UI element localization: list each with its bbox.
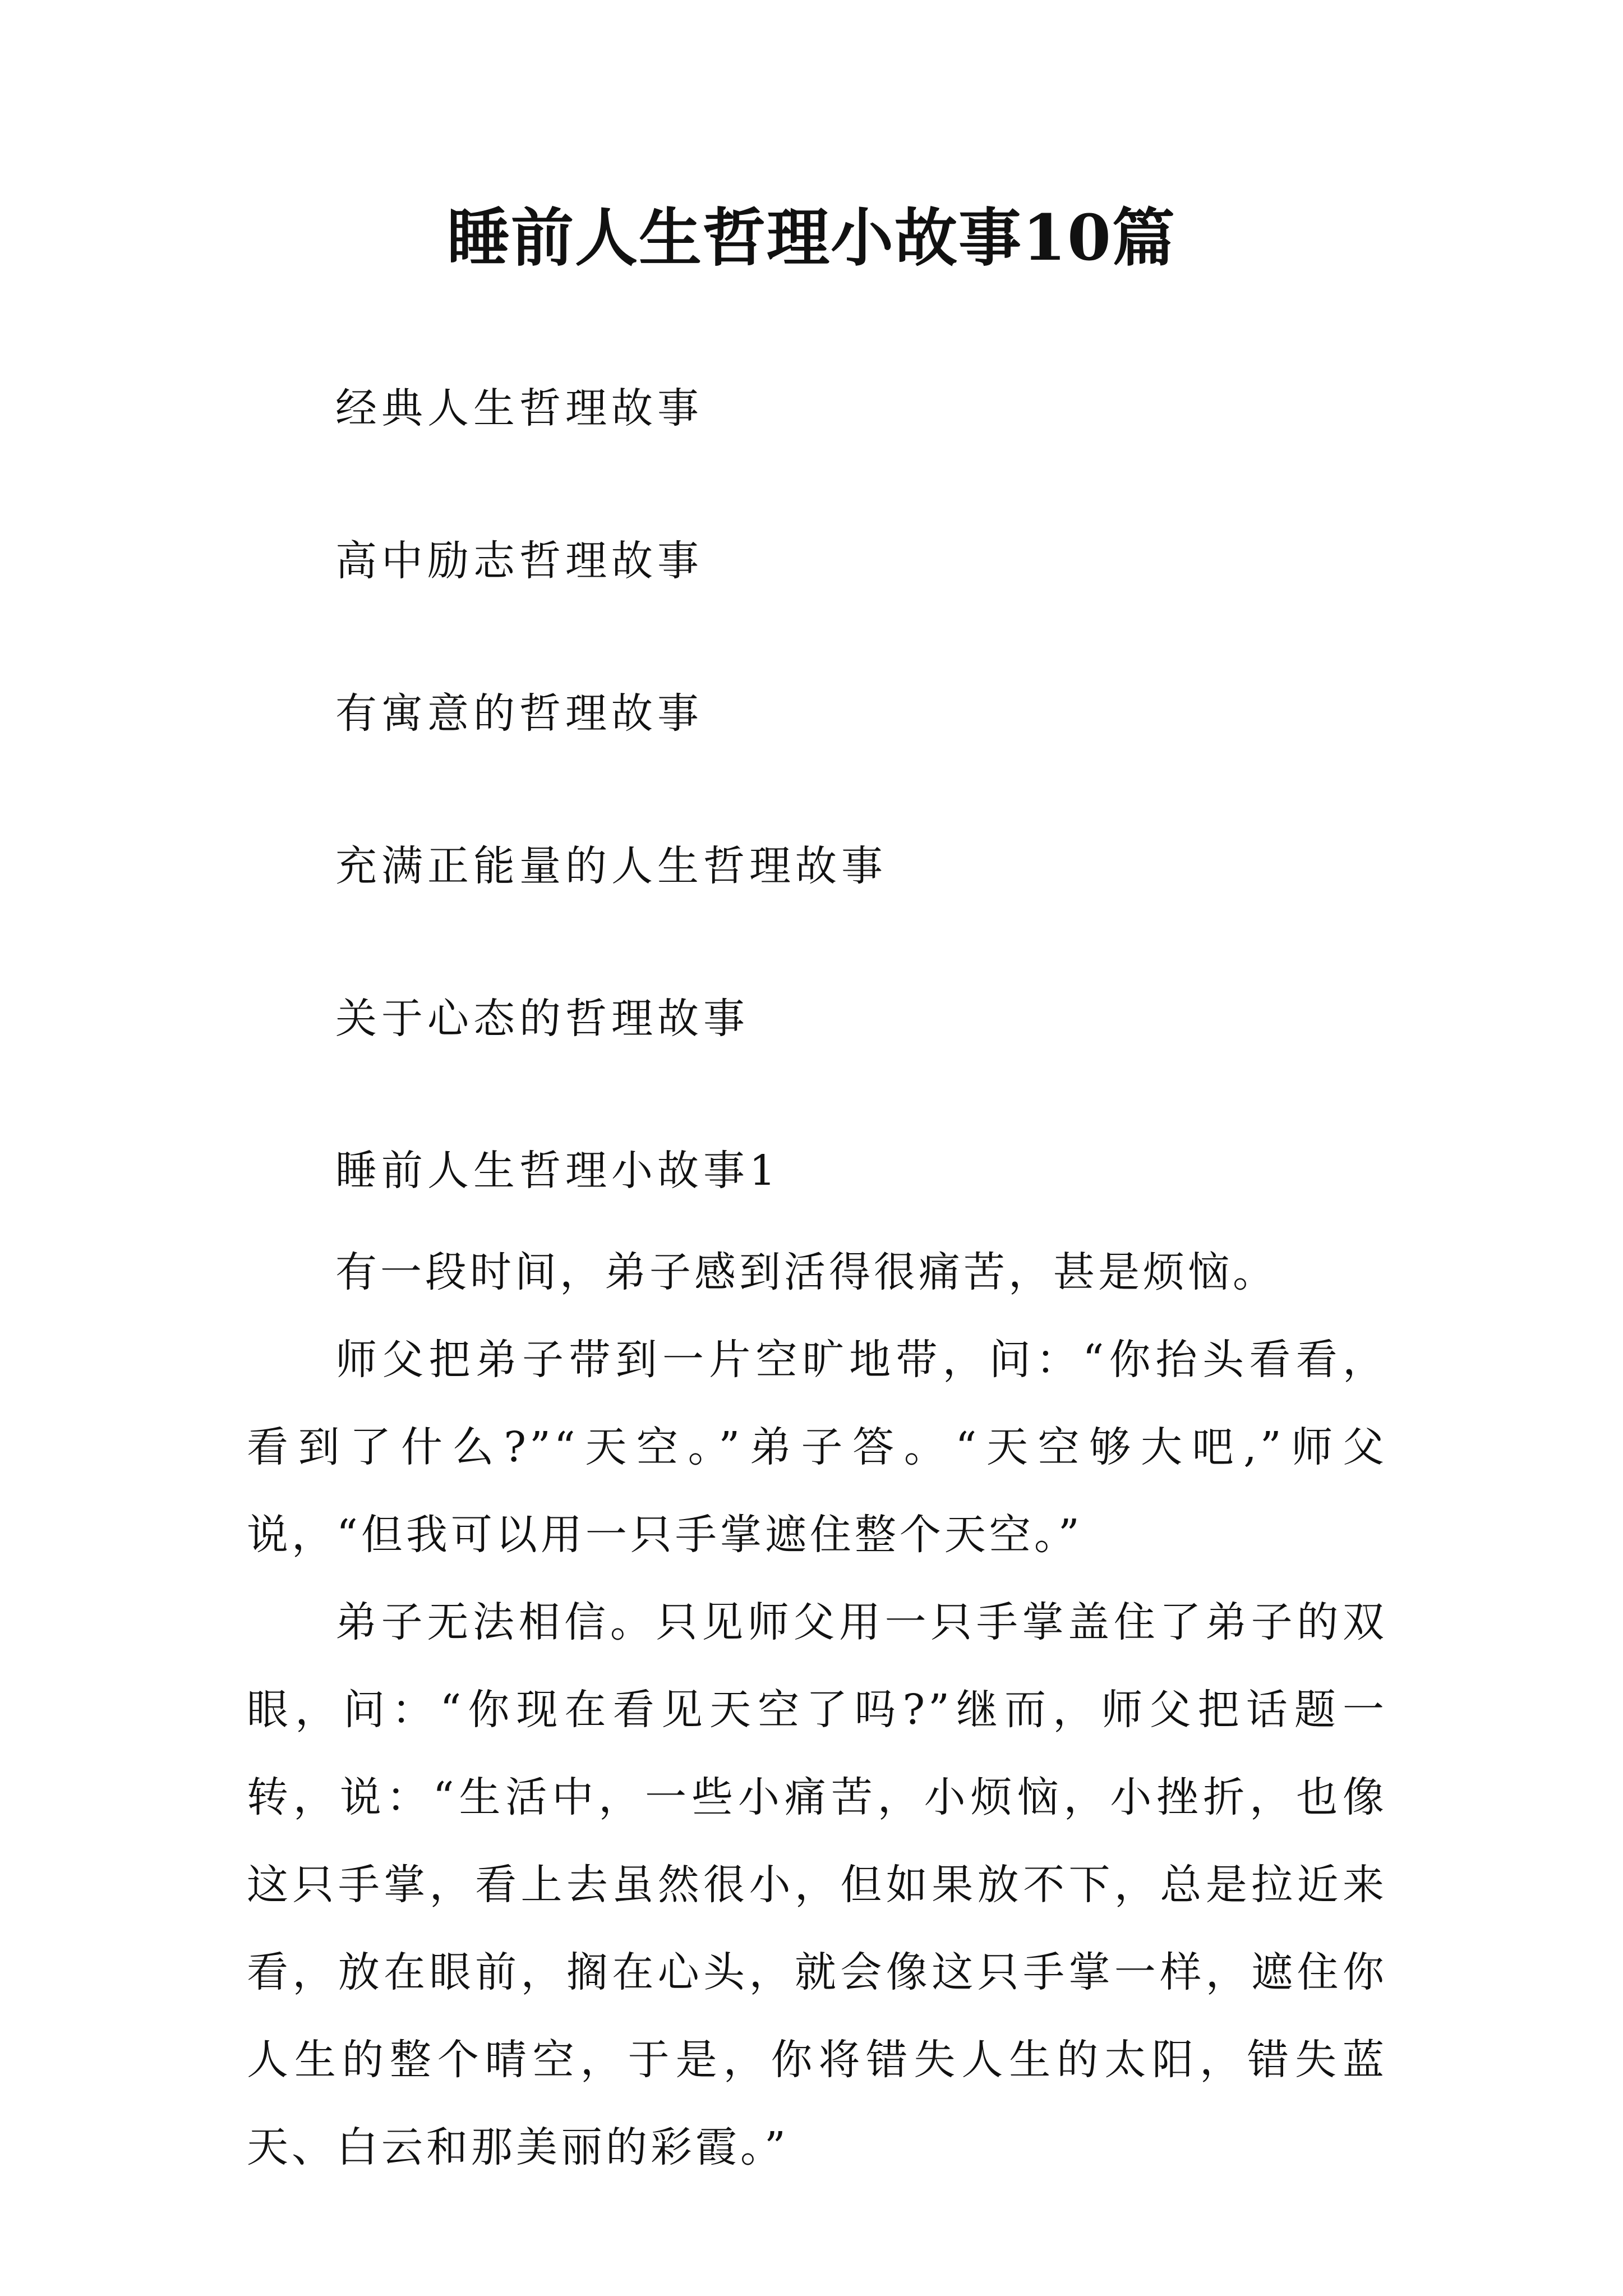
story-body xyxy=(247,1228,1387,2191)
toc-item: 经典人生哲理故事 xyxy=(335,384,703,432)
toc-item: 关于心态的哲理故事 xyxy=(335,995,749,1043)
story-paragraph: 弟子无法相信。只见师父用一只手掌盖住了弟子的双眼，问：“你现在看见天空了吗?”继而，师父把话题一转，说：“生活中，一些小痛苦，小烦恼，小挫折，也像这只手掌，看上去虽然很小，但如果放不下，总是拉近来看，放在眼前，搁在心头，就会像这只手掌一样，遮住你人生的整个晴空，于是，你将错失人生的太阳，错失蓝天、白云和那美丽的彩霞。” xyxy=(247,1598,1387,2171)
toc-item: 有寓意的哲理故事 xyxy=(335,689,703,738)
toc-item: 充满正能量的人生哲理故事 xyxy=(335,842,887,890)
toc-item: 高中励志哲理故事 xyxy=(335,537,703,585)
story-heading: 睡前人生哲理小故事1 xyxy=(335,1147,781,1195)
story-paragraph: 师父把弟子带到一片空旷地带，问：“你抬头看看，看到了什么?”“天空。”弟子答。“天空够大吧,”师父说，“但我可以用一只手掌遮住整个天空。” xyxy=(247,1336,1387,1559)
document-title: 睡前人生哲理小故事10篇 xyxy=(447,201,1176,275)
story-paragraph: 有一段时间，弟子感到活得很痛苦，甚是烦恼。 xyxy=(335,1248,1278,1296)
